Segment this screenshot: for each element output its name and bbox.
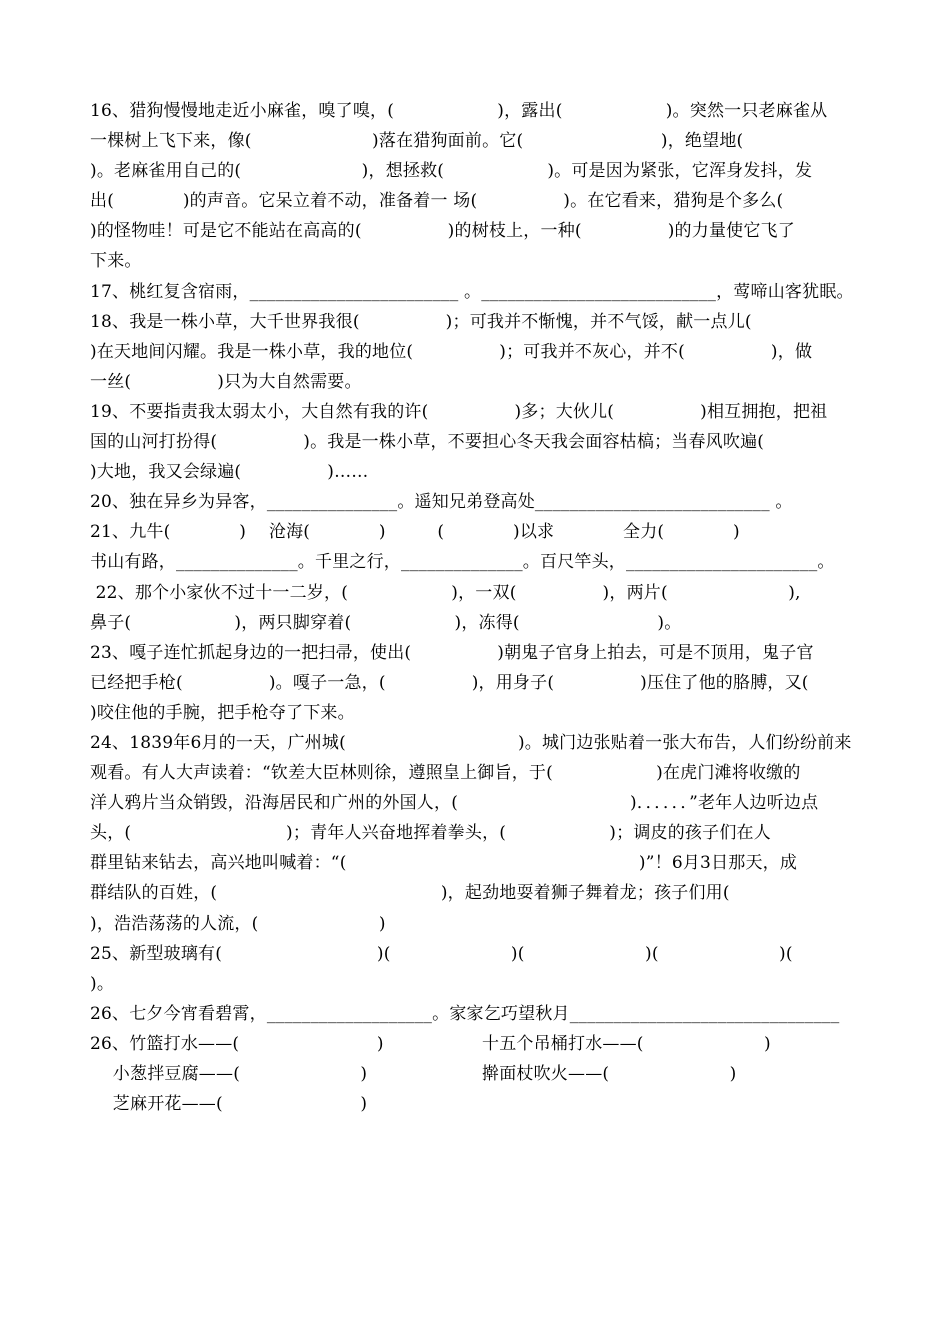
text-line: 一丝( )只为大自然需要。 bbox=[90, 371, 362, 392]
text-line: 已经把手枪( )。嘎子一急，( )，用身子( )压住了他的胳膊，又( bbox=[90, 672, 809, 693]
xiehouyu-item: 小葱拌豆腐——( ) bbox=[90, 1064, 368, 1084]
question-25 bbox=[90, 939, 862, 999]
text-line: 17、桃红复含宿雨，________________________ 。___________________________，莺啼山客犹眠。 bbox=[90, 281, 854, 302]
text-line: )大地，我又会绿遍( )…… bbox=[90, 462, 369, 483]
question-17 bbox=[90, 277, 862, 307]
xiehouyu-item: 十五个吊桶打水——( ) bbox=[482, 1033, 771, 1054]
text-line: 19、不要指责我太弱太小，大自然有我的许( )多；大伙儿( )相互拥抱，把祖 bbox=[90, 401, 828, 422]
text-line: 一棵树上飞下来，像( )落在猎狗面前。它( )，绝望地( bbox=[90, 131, 744, 152]
text-line: 16、猎狗慢慢地走近小麻雀，嗅了嗅，( )，露出( )。突然一只老麻雀从 bbox=[90, 101, 828, 121]
question-19 bbox=[90, 397, 862, 487]
question-16 bbox=[90, 96, 862, 277]
xiehouyu-item: 擀面杖吹火——( ) bbox=[482, 1064, 737, 1084]
text-line: )在天地间闪耀。我是一株小草，我的地位( )；可我并不灰心，并不( )，做 bbox=[90, 341, 813, 362]
text-line: )的怪物哇！可是它不能站在高高的( )的树枝上，一种( )的力量使它飞了 bbox=[90, 221, 795, 242]
text-line: 国的山河打扮得( )。我是一株小草，不要担心冬天我会面容枯槁；当春风吹遍( bbox=[90, 432, 765, 453]
xiehouyu-row bbox=[90, 1089, 862, 1119]
text-line: 26、七夕今宵看碧霄，___________________。家家乞巧望秋月_______________________________ bbox=[90, 1003, 840, 1024]
question-23 bbox=[90, 638, 862, 728]
xiehouyu-item: 芝麻开花——( ) bbox=[90, 1094, 368, 1115]
question-21 bbox=[90, 517, 862, 577]
text-line: 23、嘎子连忙抓起身边的一把扫帚，使出( )朝鬼子官身上拍去，可是不顶用，鬼子官 bbox=[90, 642, 814, 663]
text-line: 群里钻来钻去，高兴地叫喊着：“( )”！6月3日那天，成 bbox=[90, 853, 798, 874]
question-26-xiehouyu bbox=[90, 1029, 862, 1119]
text-line: 出( )的声音。它呆立着不动，准备着一 场( )。在它看来，猎狗是个多么( bbox=[90, 191, 784, 212]
text-line: 头，( )；青年人兴奋地挥着拳头，( )；调皮的孩子们在人 bbox=[90, 823, 771, 844]
text-line: 洋人鸦片当众销毁，沿海居民和广州的外国人，( )．．．．．．”老年人边听边点 bbox=[90, 793, 819, 814]
text-line: 群结队的百姓，( )，起劲地耍着狮子舞着龙；孩子们用( bbox=[90, 883, 730, 904]
text-line: 书山有路，______________。千里之行，______________。百尺竿头，______________________。 bbox=[90, 552, 835, 573]
text-line: 25、新型玻璃有( )( )( )( )( bbox=[90, 943, 793, 964]
text-line: 鼻子( )，两只脚穿着( )，冻得( )。 bbox=[90, 612, 682, 633]
text-line: 22、那个小家伙不过十一二岁，( )，一双( )，两片( ), bbox=[90, 582, 801, 603]
text-line: )，浩浩荡荡的人流，( ) bbox=[90, 913, 386, 934]
text-line: 观看。有人大声读着：“钦差大臣林则徐，遵照皇上御旨，于( )在虎门滩将收缴的 bbox=[90, 763, 801, 784]
worksheet bbox=[90, 96, 862, 1119]
text-line: 下来。 bbox=[90, 251, 142, 272]
text-line: 24、1839年6月的一天，广州城( )。城门边张贴着一张大布告，人们纷纷前来 bbox=[90, 732, 852, 753]
question-24 bbox=[90, 728, 862, 939]
text-line: 18、我是一株小草，大千世界我很( )；可我并不惭愧，并不气馁，献一点儿( bbox=[90, 311, 752, 332]
question-18 bbox=[90, 307, 862, 397]
text-line: )咬住他的手腕，把手枪夺了下来。 bbox=[90, 702, 355, 723]
text-line: 20、独在异乡为异客，_______________。遥知兄弟登高处___________________________ 。 bbox=[90, 492, 793, 513]
xiehouyu-row bbox=[90, 1029, 862, 1059]
text-line: 21、九牛( ) 沧海( ) ( )以求 全力( ) bbox=[90, 522, 740, 543]
text-line: )。 bbox=[90, 973, 115, 994]
question-20 bbox=[90, 487, 862, 517]
question-22 bbox=[90, 578, 862, 638]
text-line: )。老麻雀用自己的( )，想拯救( )。可是因为紧张，它浑身发抖，发 bbox=[90, 161, 813, 182]
question-26-poem bbox=[90, 999, 862, 1029]
xiehouyu-item: 26、竹篮打水——( ) bbox=[90, 1033, 384, 1054]
xiehouyu-row bbox=[90, 1059, 862, 1089]
